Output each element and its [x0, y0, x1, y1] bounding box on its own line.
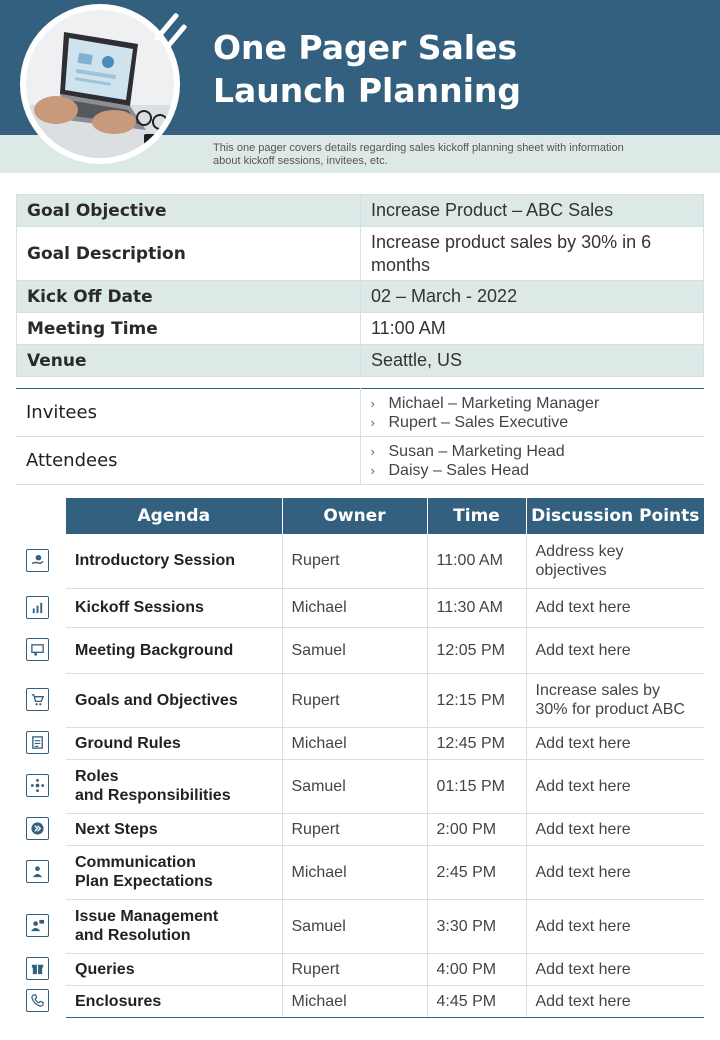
people-list — [360, 437, 704, 485]
owner-cell: Michael — [282, 727, 427, 759]
time-header: Time — [427, 498, 526, 534]
time-cell: 12:05 PM — [427, 627, 526, 673]
time-cell: 2:45 PM — [427, 845, 526, 899]
agenda-row — [66, 727, 704, 759]
agenda-row — [66, 953, 704, 985]
people-item-text: Susan – Marketing Head — [388, 442, 565, 460]
agenda-body — [66, 534, 704, 1017]
laptop-photo — [26, 10, 174, 158]
agenda-row — [66, 845, 704, 899]
owner-cell: Michael — [282, 985, 427, 1017]
goal-info-table — [16, 194, 704, 377]
hand-money-icon — [26, 549, 49, 572]
chevron-right-icon: › — [370, 443, 375, 459]
agenda-row — [66, 899, 704, 953]
owner-cell: Rupert — [282, 953, 427, 985]
people-list — [360, 389, 704, 437]
agenda-header-row — [66, 498, 704, 534]
owner-header: Owner — [282, 498, 427, 534]
agenda-item: Meeting Background — [66, 627, 282, 673]
info-value: 02 – March - 2022 — [361, 281, 704, 313]
discussion-cell: Add text here — [526, 588, 704, 627]
user-question-icon — [26, 914, 49, 937]
info-row — [17, 281, 704, 313]
agenda-item: Next Steps — [66, 813, 282, 845]
discussion-cell: Add text here — [526, 845, 704, 899]
people-item — [371, 394, 705, 413]
info-label: Goal Description — [17, 227, 361, 281]
owner-cell: Rupert — [282, 813, 427, 845]
laptop-illustration — [26, 10, 174, 158]
chevron-right-icon: › — [370, 462, 375, 478]
agenda-row — [66, 813, 704, 845]
people-item-text: Rupert – Sales Executive — [388, 413, 569, 431]
discussion-cell: Add text here — [526, 759, 704, 813]
discussion-cell: Add text here — [526, 899, 704, 953]
people-item — [371, 413, 705, 432]
agenda-item: Communication Plan Expectations — [66, 845, 282, 899]
time-cell: 01:15 PM — [427, 759, 526, 813]
people-table — [16, 388, 704, 485]
agenda-header: Agenda — [66, 498, 282, 534]
time-cell: 4:00 PM — [427, 953, 526, 985]
agenda-row — [66, 534, 704, 588]
time-cell: 11:00 AM — [427, 534, 526, 588]
info-label: Kick Off Date — [17, 281, 361, 313]
people-item-text: Michael – Marketing Manager — [388, 394, 600, 412]
title-line-2: Launch Planning — [213, 71, 522, 110]
chevron-right-icon: › — [370, 395, 375, 411]
discussion-header: Discussion Points — [526, 498, 704, 534]
owner-cell: Samuel — [282, 899, 427, 953]
info-row — [17, 227, 704, 281]
people-item-text: Daisy – Sales Head — [388, 461, 530, 479]
info-value: Increase Product – ABC Sales — [361, 195, 704, 227]
presentation-icon — [26, 638, 49, 661]
info-row — [17, 345, 704, 377]
user-chat-icon — [26, 860, 49, 883]
time-cell: 12:15 PM — [427, 673, 526, 727]
network-icon — [26, 774, 49, 797]
owner-cell: Rupert — [282, 534, 427, 588]
cart-icon — [26, 688, 49, 711]
owner-cell: Michael — [282, 845, 427, 899]
agenda-row — [66, 759, 704, 813]
page-subtitle: This one pager covers details regarding sales kickoff planning sheet with information about kickoff sessions, invitees, etc. — [213, 142, 624, 167]
agenda-row — [66, 627, 704, 673]
agenda-item: Enclosures — [66, 985, 282, 1017]
people-label: Attendees — [16, 437, 360, 485]
people-label: Invitees — [16, 389, 360, 437]
time-cell: 11:30 AM — [427, 588, 526, 627]
phone-icon — [26, 989, 49, 1012]
discussion-cell: Add text here — [526, 985, 704, 1017]
discussion-cell: Add text here — [526, 953, 704, 985]
discussion-cell: Add text here — [526, 627, 704, 673]
info-row — [17, 195, 704, 227]
time-cell: 4:45 PM — [427, 985, 526, 1017]
discussion-cell: Add text here — [526, 727, 704, 759]
owner-cell: Michael — [282, 588, 427, 627]
agenda-row — [66, 588, 704, 627]
page-title — [213, 26, 673, 112]
title-line-1: One Pager Sales — [213, 28, 518, 67]
chevron-right-icon: › — [370, 414, 375, 430]
people-row-invitees — [16, 389, 704, 437]
discussion-cell: Add text here — [526, 813, 704, 845]
agenda-item: Introductory Session — [66, 534, 282, 588]
agenda-item: Queries — [66, 953, 282, 985]
agenda-row — [66, 985, 704, 1017]
info-row — [17, 313, 704, 345]
people-row-attendees — [16, 437, 704, 485]
info-label: Meeting Time — [17, 313, 361, 345]
agenda-item: Goals and Objectives — [66, 673, 282, 727]
discussion-cell: Increase sales by 30% for product ABC — [526, 673, 704, 727]
people-item — [371, 442, 705, 461]
agenda-item: Issue Management and Resolution — [66, 899, 282, 953]
info-label: Goal Objective — [17, 195, 361, 227]
agenda-item: Kickoff Sessions — [66, 588, 282, 627]
info-value: Increase product sales by 30% in 6 months — [361, 227, 704, 281]
time-cell: 12:45 PM — [427, 727, 526, 759]
clipboard-icon — [26, 731, 49, 754]
time-cell: 2:00 PM — [427, 813, 526, 845]
agenda-row — [66, 673, 704, 727]
owner-cell: Samuel — [282, 759, 427, 813]
info-value: Seattle, US — [361, 345, 704, 377]
agenda-item: Roles and Responsibilities — [66, 759, 282, 813]
owner-cell: Rupert — [282, 673, 427, 727]
people-item — [371, 461, 705, 480]
info-label: Venue — [17, 345, 361, 377]
info-value: 11:00 AM — [361, 313, 704, 345]
agenda-table — [66, 498, 704, 1018]
forward-icon — [26, 817, 49, 840]
agenda-item: Ground Rules — [66, 727, 282, 759]
bar-chart-icon — [26, 596, 49, 619]
owner-cell: Samuel — [282, 627, 427, 673]
time-cell: 3:30 PM — [427, 899, 526, 953]
gift-icon — [26, 957, 49, 980]
discussion-cell: Address key objectives — [526, 534, 704, 588]
